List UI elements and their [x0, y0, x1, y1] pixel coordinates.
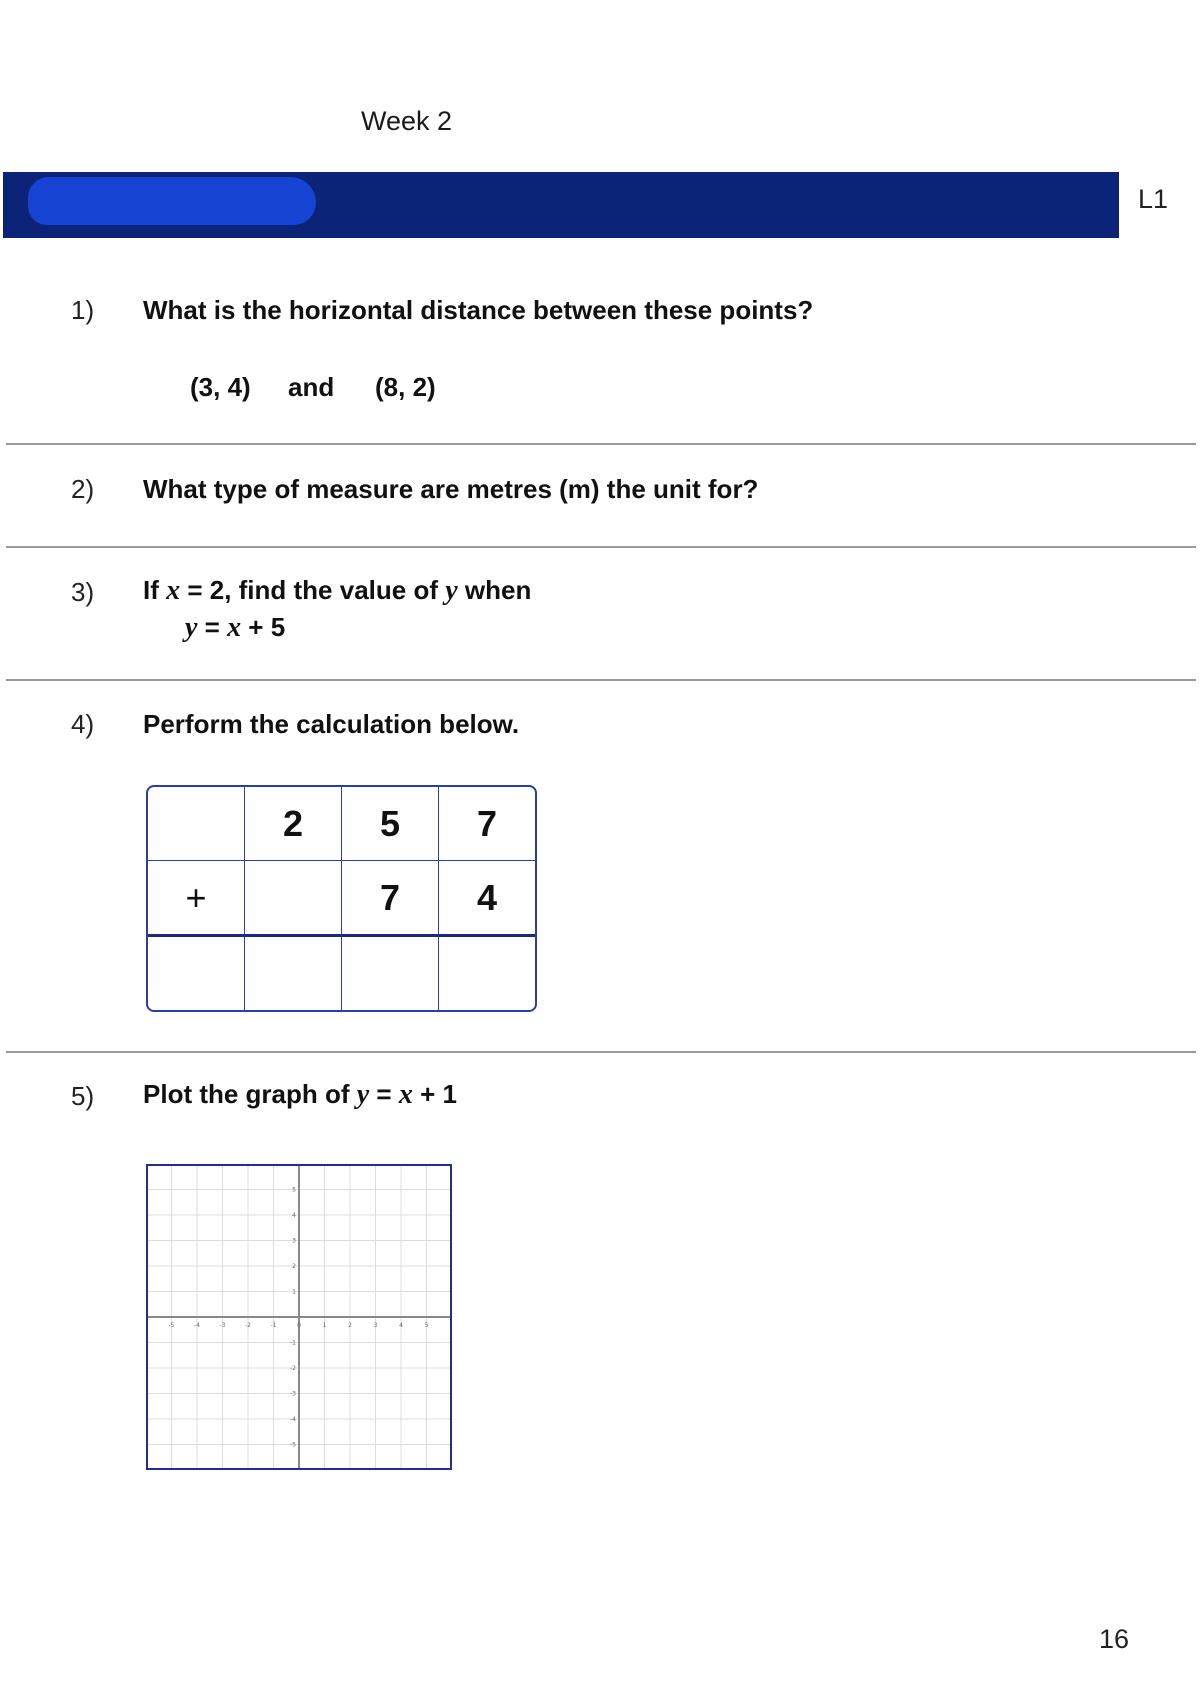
x-tick-label: 0 [297, 1322, 301, 1329]
and-word: and [288, 372, 335, 402]
x-tick-label: -5 [168, 1322, 175, 1329]
divider [6, 546, 1196, 548]
answer-cell[interactable] [439, 937, 535, 1010]
answer-cell[interactable] [148, 937, 245, 1010]
y-tick-label: -4 [290, 1416, 296, 1423]
x-tick-label: 5 [424, 1322, 429, 1329]
x-tick-label: -1 [270, 1322, 277, 1329]
y-tick-label: -5 [290, 1441, 296, 1449]
grid-cell: 2 [245, 787, 342, 861]
grid-cell: 4 [439, 861, 535, 937]
question-4-number: 4) [71, 709, 95, 739]
y-tick-label: 3 [292, 1237, 296, 1245]
question-3-text: If x = 2, find the value of y when [143, 575, 532, 606]
divider [6, 679, 1196, 681]
x-tick-label: -2 [245, 1322, 251, 1329]
grid-cell: 7 [342, 861, 439, 937]
y-tick-label: 1 [292, 1288, 296, 1296]
answer-cell[interactable] [245, 937, 342, 1010]
y-tick-label: -1 [290, 1339, 296, 1347]
grid-cell [148, 787, 245, 861]
x-tick-label: 2 [348, 1322, 352, 1329]
x-axis-ticks [169, 1322, 429, 1329]
grid-cell: 5 [342, 787, 439, 861]
divider [6, 1051, 1196, 1053]
y-tick-label: 2 [292, 1263, 296, 1270]
x-tick-label: 1 [322, 1322, 327, 1329]
question-1-number: 1) [71, 295, 95, 325]
question-3-equation: y = x + 5 [185, 612, 286, 643]
question-5-text: Plot the graph of y = x + 1 [143, 1079, 457, 1110]
divider [6, 443, 1196, 445]
redacted-title [28, 177, 316, 225]
y-tick-label: 5 [292, 1186, 296, 1194]
x-tick-label: -4 [194, 1322, 200, 1329]
point-a: (3, 4) [190, 372, 251, 402]
level-label: L1 [1138, 184, 1169, 214]
x-tick-label: -3 [219, 1322, 226, 1329]
point-b: (8, 2) [375, 372, 436, 402]
page-number: 16 [1099, 1624, 1130, 1654]
grid-cell [245, 861, 342, 937]
x-tick-label: 4 [399, 1322, 403, 1329]
question-5-number: 5) [71, 1081, 95, 1111]
coordinate-grid[interactable] [146, 1164, 452, 1470]
answer-cell[interactable] [342, 937, 439, 1010]
addition-grid [146, 785, 537, 1012]
question-1-text: What is the horizontal distance between these points? [143, 295, 814, 325]
grid-cell: 7 [439, 787, 535, 861]
y-tick-label: -2 [290, 1365, 296, 1372]
question-3-number: 3) [71, 577, 95, 607]
question-2-number: 2) [71, 474, 95, 504]
question-2-text: What type of measure are metres (m) the unit for? [143, 474, 759, 504]
week-label: Week 2 [361, 106, 453, 136]
question-4-text: Perform the calculation below. [143, 709, 520, 739]
x-tick-label: 3 [373, 1322, 378, 1329]
y-tick-label: -3 [290, 1390, 296, 1398]
axes [146, 1164, 452, 1470]
grid-cell: + [148, 861, 245, 937]
y-tick-label: 4 [292, 1212, 296, 1219]
